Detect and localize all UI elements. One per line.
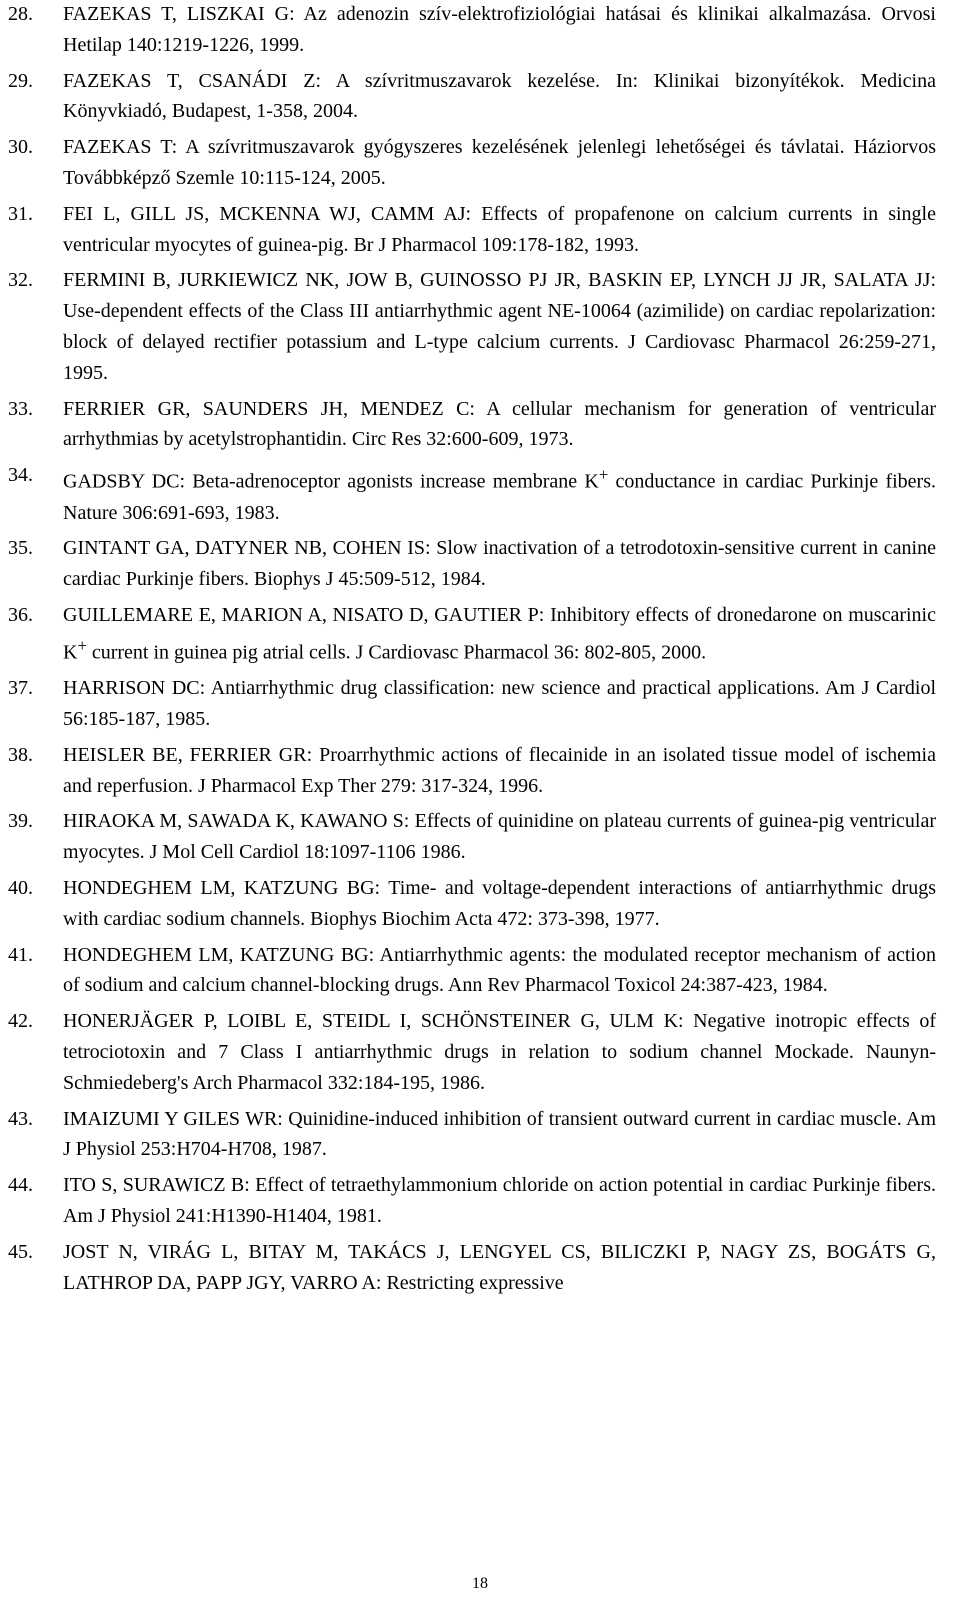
reference-number: 41.	[8, 943, 33, 966]
reference-number: 34.	[8, 464, 33, 487]
reference-item	[8, 1104, 936, 1166]
reference-item	[8, 940, 936, 1002]
reference-number: 28.	[8, 3, 33, 25]
reference-text	[63, 600, 936, 668]
reference-number: 44.	[8, 1174, 33, 1197]
reference-text: FAZEKAS T: A szívritmuszavarok gyógyszeres kezelésének jelenlegi lehetőségei és távlatai. Háziorvos Továbbképző Szemle 10:115-124, 2005.	[63, 136, 936, 189]
reference-item	[8, 1006, 936, 1098]
reference-number: 42.	[8, 1010, 33, 1033]
reference-text-part: conductance in cardiac Purkinje fibers. Nature 306:691-693, 1983.	[63, 470, 936, 524]
reference-text: FERRIER GR, SAUNDERS JH, MENDEZ C: A cellular mechanism for generation of ventricular arrhythmias by acetylstrophantidin. Circ Res 32:600-609, 1973.	[63, 397, 936, 451]
reference-number: 40.	[8, 877, 33, 900]
reference-item	[8, 873, 936, 935]
reference-list	[8, 0, 936, 1303]
reference-item	[8, 740, 936, 802]
reference-item	[8, 265, 936, 388]
page-number: 18	[472, 1575, 488, 1592]
superscript-plus: +	[77, 635, 87, 655]
reference-text-part: current in guinea pig atrial cells. J Cardiovasc Pharmacol 36: 802-805, 2000.	[86, 641, 707, 664]
reference-number: 32.	[8, 269, 33, 292]
reference-text	[63, 460, 936, 528]
superscript-plus: +	[598, 465, 609, 485]
reference-text: IMAIZUMI Y GILES WR: Quinidine-induced inhibition of transient outward current in cardiac muscle. Am J Physiol 253:H704-H708, 1987.	[63, 1107, 936, 1161]
reference-text: FAZEKAS T, LISZKAI G: Az adenozin szív-elektrofiziológiai hatásai és klinikai alkalmazása. Orvosi Hetilap 140:1219-1226, 1999.	[63, 3, 936, 56]
reference-number: 38.	[8, 743, 33, 766]
reference-text: HIRAOKA M, SAWADA K, KAWANO S: Effects of quinidine on plateau currents of guinea-pig ventricular myocytes. J Mol Cell Cardiol 18:1097-1106 1986.	[63, 810, 936, 864]
reference-text: FERMINI B, JURKIEWICZ NK, JOW B, GUINOSSO PJ JR, BASKIN EP, LYNCH JJ JR, SALATA JJ: Use-dependent effects of the Class III antiarrhythmic agent NE-10064 (azimilide) on cardiac repolarization: block of delayed rectifier potassium and L-type calcium currents. J Cardiovasc Pharmacol 26:259-271, 1995.	[63, 269, 936, 384]
reference-number: 43.	[8, 1107, 33, 1130]
reference-item	[8, 66, 936, 128]
reference-text: HONDEGHEM LM, KATZUNG BG: Time- and voltage-dependent interactions of antiarrhythmic drugs with cardiac sodium channels. Biophys Biochim Acta 472: 373-398, 1977.	[63, 877, 936, 930]
reference-item	[8, 1170, 936, 1232]
reference-text: HARRISON DC: Antiarrhythmic drug classification: new science and practical applications. Am J Cardiol 56:185-187, 1985.	[63, 677, 936, 731]
reference-text-part: GADSBY DC: Beta-adrenoceptor agonists increase membrane K	[63, 470, 599, 493]
reference-text: FAZEKAS T, CSANÁDI Z: A szívritmuszavarok kezelése. In: Klinikai bizonyítékok. Medicina Könyvkiadó, Budapest, 1-358, 2004.	[63, 69, 936, 123]
reference-item	[8, 806, 936, 868]
reference-text: ITO S, SURAWICZ B: Effect of tetraethylammonium chloride on action potential in cardiac Purkinje fibers. Am J Physiol 241:H1390-H1404, 1981.	[63, 1174, 936, 1227]
reference-item	[8, 533, 936, 595]
reference-number: 35.	[8, 537, 33, 560]
reference-item	[8, 0, 936, 61]
reference-text: FEI L, GILL JS, MCKENNA WJ, CAMM AJ: Effects of propafenone on calcium currents in single ventricular myocytes of guinea-pig. Br J Pharmacol 109:178-182, 1993.	[63, 202, 936, 256]
reference-number: 45.	[8, 1240, 33, 1263]
reference-item	[8, 394, 936, 456]
reference-item	[8, 600, 936, 668]
reference-item	[8, 1237, 936, 1299]
reference-item	[8, 460, 936, 528]
reference-number: 29.	[8, 69, 33, 92]
reference-text: GINTANT GA, DATYNER NB, COHEN IS: Slow inactivation of a tetrodotoxin-sensitive current in canine cardiac Purkinje fibers. Biophys J 45:509-512, 1984.	[63, 537, 936, 591]
reference-number: 33.	[8, 397, 33, 420]
reference-text: HEISLER BE, FERRIER GR: Proarrhythmic actions of flecainide in an isolated tissue model of ischemia and reperfusion. J Pharmacol Exp Ther 279: 317-324, 1996.	[63, 743, 936, 797]
reference-number: 37.	[8, 677, 33, 700]
reference-number: 30.	[8, 136, 33, 159]
reference-number: 31.	[8, 202, 33, 225]
reference-item	[8, 199, 936, 261]
reference-number: 39.	[8, 810, 33, 833]
reference-number: 36.	[8, 604, 33, 626]
reference-text-part: GUILLEMARE E, MARION A, NISATO D, GAUTIER P: Inhibitory effects of dronedarone on muscarinic K	[63, 604, 936, 664]
reference-text: JOST N, VIRÁG L, BITAY M, TAKÁCS J, LENGYEL CS, BILICZKI P, NAGY ZS, BOGÁTS G, LATHROP DA, PAPP JGY, VARRO A: Restricting expressive	[63, 1240, 936, 1294]
reference-item	[8, 132, 936, 194]
reference-text: HONERJÄGER P, LOIBL E, STEIDL I, SCHÖNSTEINER G, ULM K: Negative inotropic effects of tetrociotoxin and 7 Class I antiarrhythmic drugs in relation to sodium channel Mockade. Naunyn-Schmiedeberg's Arch Pharmacol 332:184-195, 1986.	[63, 1010, 936, 1094]
reference-text: HONDEGHEM LM, KATZUNG BG: Antiarrhythmic agents: the modulated receptor mechanism of action of sodium and calcium channel-blocking drugs. Ann Rev Pharmacol Toxicol 24:387-423, 1984.	[63, 943, 936, 997]
reference-item	[8, 673, 936, 735]
